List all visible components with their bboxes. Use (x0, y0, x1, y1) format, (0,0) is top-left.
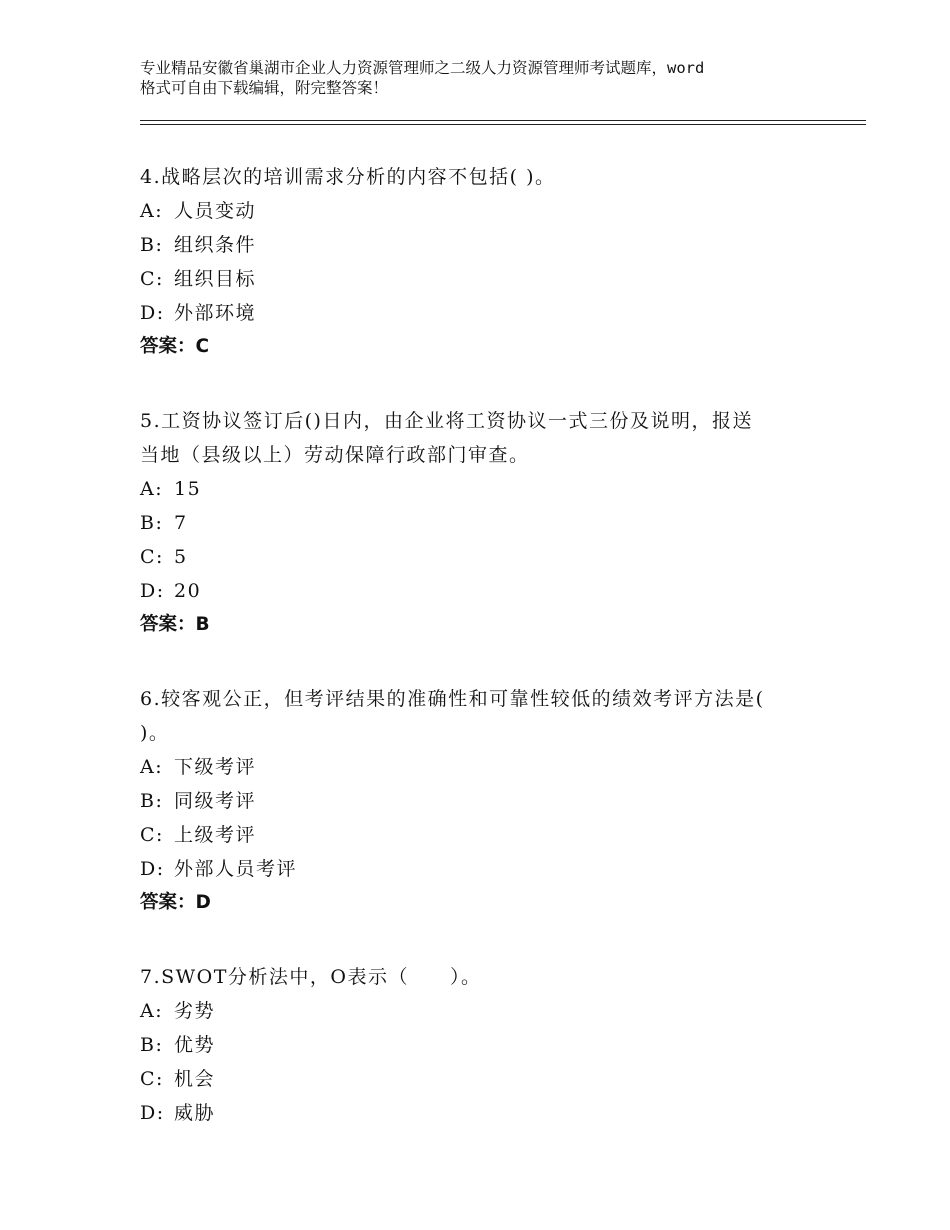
option-label: D: (140, 1102, 165, 1124)
option-text: 威胁 (174, 1102, 216, 1124)
option-text: 5 (174, 546, 188, 568)
answer-option (140, 750, 830, 784)
answer-option (140, 784, 830, 818)
answer-option (140, 1096, 830, 1130)
option-text: 外部人员考评 (174, 858, 298, 880)
answer-option (140, 228, 830, 262)
option-label: A: (140, 478, 164, 500)
header-rule-top (140, 120, 866, 121)
option-label: A: (140, 756, 164, 778)
question-item (140, 160, 830, 364)
header-rule-bottom (140, 124, 866, 125)
option-label: A: (140, 200, 164, 222)
answer-key: 答案：B (140, 614, 210, 635)
question-list (140, 160, 830, 1170)
question-item (140, 404, 830, 642)
option-text: 上级考评 (174, 824, 257, 846)
answer-option (140, 852, 830, 886)
option-text: 7 (174, 512, 188, 534)
option-text: 下级考评 (174, 756, 257, 778)
question-stem: 4.战略层次的培训需求分析的内容不包括( )。 (140, 166, 556, 188)
answer-option (140, 574, 830, 608)
answer-option (140, 506, 830, 540)
option-label: D: (140, 302, 165, 324)
answer-option (140, 262, 830, 296)
answer-option (140, 194, 830, 228)
answer-option (140, 1028, 830, 1062)
question-stem: 5.工资协议签订后()日内，由企业将工资协议一式三份及说明，报送 (140, 410, 753, 432)
option-label: C: (140, 824, 164, 846)
option-label: C: (140, 1068, 164, 1090)
question-stem: 当地（县级以上）劳动保障行政部门审查。 (140, 444, 530, 466)
option-text: 组织条件 (174, 234, 257, 256)
answer-option (140, 1062, 830, 1096)
option-text: 外部环境 (174, 302, 257, 324)
answer-key: 答案：C (140, 336, 210, 357)
header-line-1: 专业精品安徽省巢湖市企业人力资源管理师之二级人力资源管理师考试题库，word (140, 59, 705, 77)
option-text: 20 (174, 580, 202, 602)
answer-option (140, 818, 830, 852)
question-item (140, 960, 830, 1130)
option-text: 人员变动 (174, 200, 257, 222)
option-label: B: (140, 234, 164, 256)
option-text: 同级考评 (174, 790, 257, 812)
question-stem: 7.SWOT分析法中，O表示（ ）。 (140, 966, 482, 988)
answer-option (140, 472, 830, 506)
answer-key: 答案：D (140, 892, 211, 913)
question-item (140, 682, 830, 920)
option-text: 15 (174, 478, 202, 500)
option-label: B: (140, 1034, 164, 1056)
question-stem: )。 (140, 722, 170, 744)
question-stem: 6.较客观公正，但考评结果的准确性和可靠性较低的绩效考评方法是( (140, 688, 765, 710)
option-text: 劣势 (174, 1000, 216, 1022)
option-text: 优势 (174, 1034, 216, 1056)
option-text: 机会 (174, 1068, 216, 1090)
option-label: B: (140, 790, 164, 812)
header-line-2: 格式可自由下载编辑，附完整答案！ (140, 79, 389, 97)
option-label: C: (140, 268, 164, 290)
option-label: B: (140, 512, 164, 534)
answer-option (140, 994, 830, 1028)
option-label: D: (140, 580, 165, 602)
option-label: A: (140, 1000, 164, 1022)
option-text: 组织目标 (174, 268, 257, 290)
option-label: C: (140, 546, 164, 568)
answer-option (140, 540, 830, 574)
option-label: D: (140, 858, 165, 880)
document-header (140, 58, 840, 98)
answer-option (140, 296, 830, 330)
